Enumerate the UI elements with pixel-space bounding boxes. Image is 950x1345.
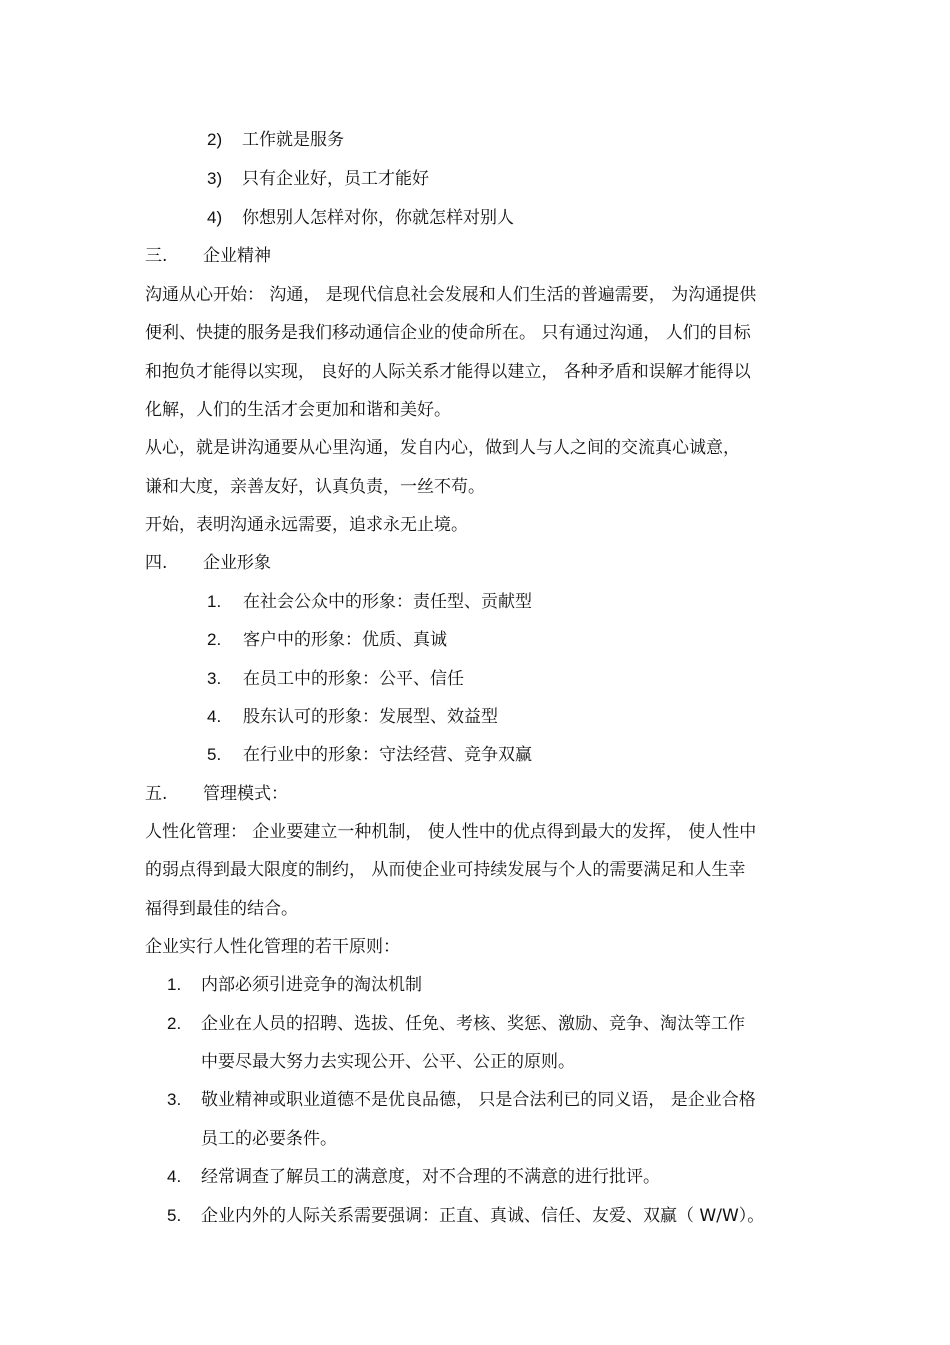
section-number: 三. [145,246,168,266]
list-number: 1. [167,975,182,994]
list-item-text: 中要尽最大努力去实现公开、公平、公正的原则。 [201,1052,575,1072]
section-heading: 管理模式： [203,784,288,804]
list-item-text: 只有企业好，员工才能好 [242,169,429,189]
list-item-text: 在员工中的形象：公平、信任 [243,669,464,689]
list-item-text: 在行业中的形象：守法经营、竞争双赢 [243,745,532,765]
list-item-text: 你想别人怎样对你，你就怎样对别人 [242,208,514,228]
paragraph-line: 开始，表明沟通永远需要，追求永无止境。 [145,515,468,535]
paragraph-line: 从心，就是讲沟通要从心里沟通，发自内心，做到人与人之间的交流真心诚意， [145,438,740,458]
paragraph-line: 谦和大度，亲善友好，认真负责，一丝不苟。 [145,477,485,497]
paragraph-line: 沟通从心开始： 沟通， 是现代信息社会发展和人们生活的普遍需要， 为沟通提供 [145,285,757,305]
paragraph-line: 的弱点得到最大限度的制约， 从而使企业可持续发展与个人的需要满足和人生幸 [145,860,746,880]
list-item-text: 内部必须引进竞争的淘汰机制 [201,975,422,995]
list-number: 5. [207,745,222,764]
list-item-text: 经常调查了解员工的满意度，对不合理的不满意的进行批评。 [201,1167,660,1187]
paragraph-line: 人性化管理： 企业要建立一种机制， 使人性中的优点得到最大的发挥， 使人性中 [145,822,757,842]
list-item-text: 敬业精神或职业道德不是优良品德， 只是合法利已的同义语， 是企业合格 [201,1090,756,1110]
section-number: 四. [145,553,168,573]
paragraph-line: 福得到最佳的结合。 [145,899,298,919]
list-number: 3) [207,169,223,188]
list-item-text: 企业在人员的招聘、选拔、任免、考核、奖惩、激励、竞争、淘汰等工作 [201,1014,745,1034]
list-number: 2. [207,630,222,649]
list-item-text: 股东认可的形象：发展型、效益型 [243,707,498,727]
list-number: 2) [207,130,223,149]
list-item-text: 工作就是服务 [242,130,344,150]
list-number: 3. [167,1090,182,1109]
paragraph-line: 便利、快捷的服务是我们移动通信企业的使命所在。 只有通过沟通， 人们的目标 [145,323,751,343]
list-item-text: 企业内外的人际关系需要强调：正直、真诚、信任、友爱、双赢（ W/W）。 [201,1206,765,1226]
list-item-text: 客户中的形象：优质、真诚 [243,630,447,650]
list-number: 4. [167,1167,182,1186]
paragraph-line: 化解，人们的生活才会更加和谐和美好。 [145,400,451,420]
section-number: 五. [145,784,168,804]
section-heading: 企业形象 [203,553,271,573]
list-number: 4) [207,208,223,227]
list-item-text: 在社会公众中的形象：责任型、贡献型 [243,592,532,612]
paragraph-line: 和抱负才能得以实现， 良好的人际关系才能得以建立， 各种矛盾和误解才能得以 [145,362,751,382]
list-number: 3. [207,669,222,688]
list-number: 2. [167,1014,182,1033]
list-number: 5. [167,1206,182,1225]
paragraph-line: 企业实行人性化管理的若干原则： [145,937,400,957]
list-item-text: 员工的必要条件。 [201,1129,337,1149]
list-number: 1. [207,592,222,611]
list-number: 4. [207,707,222,726]
section-heading: 企业精神 [203,246,271,266]
